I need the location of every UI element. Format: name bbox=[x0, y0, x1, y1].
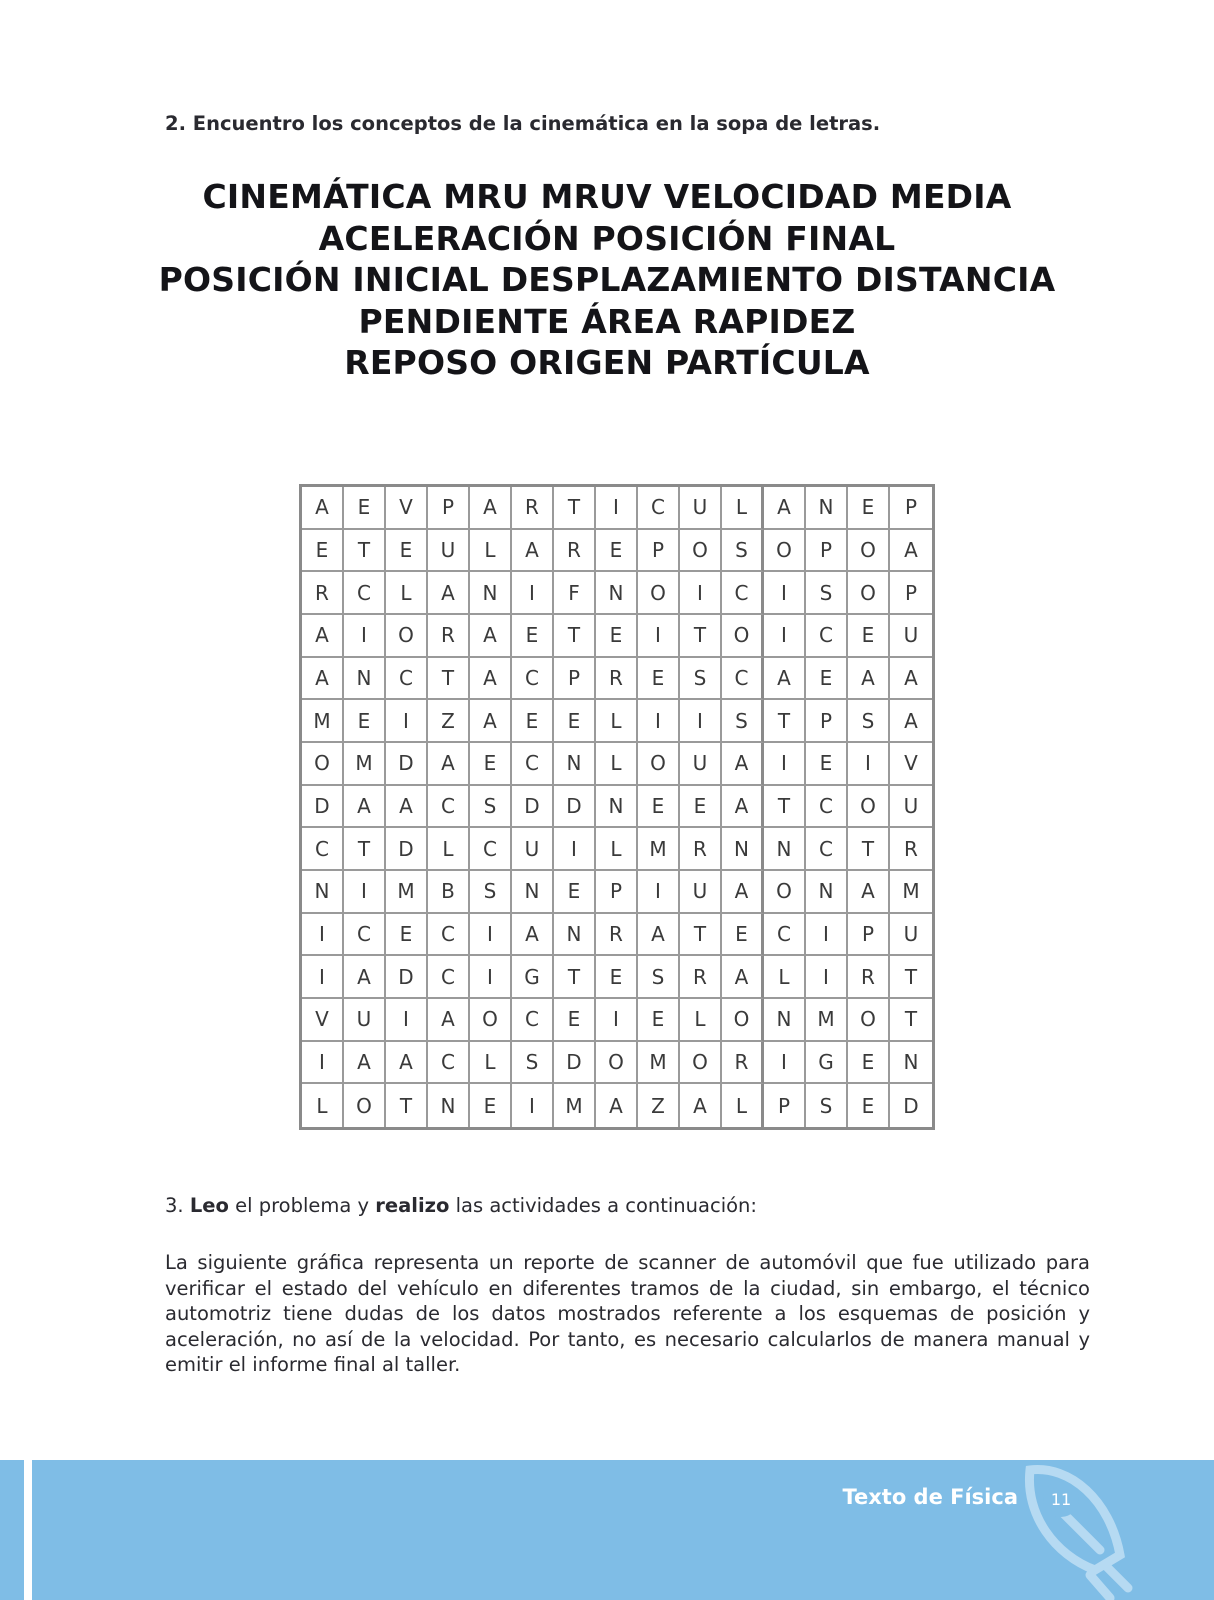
grid-cell: D bbox=[386, 956, 428, 999]
grid-cell: V bbox=[890, 743, 932, 786]
word-line: PENDIENTE ÁREA RAPIDEZ bbox=[358, 301, 856, 341]
grid-cell: A bbox=[344, 956, 386, 999]
grid-cell: Z bbox=[638, 1084, 680, 1127]
grid-cell: E bbox=[596, 615, 638, 658]
grid-cell: M bbox=[890, 871, 932, 914]
grid-cell: A bbox=[428, 572, 470, 615]
grid-cell: P bbox=[764, 1084, 806, 1127]
grid-cell: T bbox=[848, 828, 890, 871]
grid-cell: C bbox=[722, 658, 764, 701]
grid-cell: T bbox=[890, 956, 932, 999]
grid-cell: I bbox=[848, 743, 890, 786]
grid-cell: C bbox=[806, 786, 848, 829]
grid-cell: A bbox=[722, 871, 764, 914]
grid-cell: P bbox=[806, 530, 848, 573]
grid-cell: A bbox=[470, 658, 512, 701]
grid-cell: A bbox=[428, 743, 470, 786]
grid-cell: D bbox=[386, 828, 428, 871]
grid-cell: M bbox=[302, 700, 344, 743]
grid-cell: U bbox=[680, 743, 722, 786]
grid-cell: T bbox=[554, 615, 596, 658]
question-3-mid: el problema y bbox=[235, 1194, 370, 1217]
grid-cell: L bbox=[722, 1084, 764, 1127]
grid-cell: O bbox=[680, 530, 722, 573]
grid-cell: I bbox=[680, 700, 722, 743]
word-list bbox=[150, 176, 1064, 384]
grid-cell: C bbox=[512, 743, 554, 786]
grid-cell: L bbox=[596, 743, 638, 786]
grid-cell: R bbox=[596, 658, 638, 701]
grid-cell: N bbox=[596, 572, 638, 615]
grid-cell: C bbox=[302, 828, 344, 871]
grid-cell: T bbox=[890, 999, 932, 1042]
grid-cell: G bbox=[806, 1042, 848, 1085]
grid-cell: E bbox=[470, 743, 512, 786]
grid-cell: I bbox=[302, 914, 344, 957]
grid-cell: D bbox=[903, 1093, 919, 1118]
grid-cell: R bbox=[848, 956, 890, 999]
grid-cell: D bbox=[554, 786, 596, 829]
grid-cell: O bbox=[848, 786, 890, 829]
grid-cell: O bbox=[596, 1042, 638, 1085]
grid-cell: R bbox=[554, 530, 596, 573]
grid-cell: O bbox=[638, 572, 680, 615]
grid-cell: E bbox=[848, 615, 890, 658]
grid-cell: A bbox=[470, 615, 512, 658]
grid-cell: N bbox=[890, 1042, 932, 1085]
grid-cell: L bbox=[722, 487, 764, 530]
grid-cell: O bbox=[470, 999, 512, 1042]
grid-cell: T bbox=[554, 956, 596, 999]
grid-cell: C bbox=[428, 1042, 470, 1085]
grid-cell: I bbox=[806, 914, 848, 957]
grid-cell: A bbox=[848, 871, 890, 914]
grid-cell: L bbox=[596, 700, 638, 743]
grid-cell: C bbox=[344, 572, 386, 615]
grid-cell: I bbox=[512, 1084, 554, 1127]
grid-cell: A bbox=[386, 786, 428, 829]
grid-cell: R bbox=[428, 615, 470, 658]
grid-cell: S bbox=[722, 700, 764, 743]
grid-cell: I bbox=[596, 487, 638, 530]
word-search-grid bbox=[299, 484, 935, 1130]
grid-cell: P bbox=[638, 530, 680, 573]
grid-cell: E bbox=[680, 786, 722, 829]
grid-cell: O bbox=[848, 572, 890, 615]
grid-cell: T bbox=[386, 1084, 428, 1127]
grid-cell: A bbox=[638, 914, 680, 957]
grid-cell: E bbox=[344, 487, 386, 530]
grid-cell: S bbox=[638, 956, 680, 999]
grid-cell: A bbox=[680, 1084, 722, 1127]
grid-cell: S bbox=[806, 1084, 848, 1127]
grid-cell: E bbox=[554, 871, 596, 914]
grid-cell: S bbox=[806, 572, 848, 615]
grid-cell: P bbox=[890, 572, 932, 615]
grid-cell: L bbox=[680, 999, 722, 1042]
grid-cell: N bbox=[764, 828, 806, 871]
grid-cell: R bbox=[680, 956, 722, 999]
word-line: CINEMÁTICA MRU MRUV VELOCIDAD MEDIA bbox=[202, 177, 1012, 216]
grid-cell: M bbox=[806, 999, 848, 1042]
grid-cell: I bbox=[386, 999, 428, 1042]
grid-cell: I bbox=[470, 956, 512, 999]
grid-cell: O bbox=[722, 999, 764, 1042]
grid-cell: L bbox=[386, 572, 428, 615]
grid-cell: I bbox=[302, 1042, 344, 1085]
grid-cell: C bbox=[428, 956, 470, 999]
grid-cell: A bbox=[722, 743, 764, 786]
grid-cell: S bbox=[470, 871, 512, 914]
grid-cell: P bbox=[428, 487, 470, 530]
question-3-bold-leo: Leo bbox=[189, 1194, 229, 1217]
grid-cell: O bbox=[722, 615, 764, 658]
grid-cell: I bbox=[764, 572, 806, 615]
grid-cell: C bbox=[806, 615, 848, 658]
footer-title: Texto de Física bbox=[842, 1485, 1018, 1509]
page-footer bbox=[0, 1460, 1214, 1600]
grid-cell: U bbox=[890, 786, 932, 829]
grid-cell: A bbox=[764, 487, 806, 530]
word-line: POSICIÓN INICIAL DESPLAZAMIENTO DISTANCIA bbox=[158, 260, 1056, 299]
grid-cell: N bbox=[554, 914, 596, 957]
grid-cell: A bbox=[428, 999, 470, 1042]
grid-cell: A bbox=[512, 530, 554, 573]
grid-cell: A bbox=[302, 658, 344, 701]
grid-cell: I bbox=[512, 572, 554, 615]
grid-cell: U bbox=[428, 530, 470, 573]
grid-cell: E bbox=[638, 658, 680, 701]
grid-cell: A bbox=[890, 700, 932, 743]
grid-cell: T bbox=[764, 700, 806, 743]
grid-cell: N bbox=[512, 871, 554, 914]
grid-cell: D bbox=[302, 786, 344, 829]
grid-cell: R bbox=[596, 914, 638, 957]
grid-cell: A bbox=[386, 1042, 428, 1085]
grid-cell: A bbox=[302, 615, 344, 658]
grid-cell: E bbox=[806, 658, 848, 701]
grid-cell: E bbox=[596, 956, 638, 999]
grid-cell: P bbox=[848, 914, 890, 957]
question-3-number: 3. bbox=[165, 1194, 184, 1217]
grid-cell: R bbox=[680, 828, 722, 871]
grid-cell: L bbox=[596, 828, 638, 871]
grid-cell: C bbox=[386, 658, 428, 701]
grid-cell: L bbox=[470, 530, 512, 573]
footer-stripe bbox=[24, 1460, 32, 1600]
grid-cell: N bbox=[302, 871, 344, 914]
grid-cell: C bbox=[344, 914, 386, 957]
grid-cell: A bbox=[722, 786, 764, 829]
grid-cell: E bbox=[806, 743, 848, 786]
grid-cell: A bbox=[302, 487, 344, 530]
grid-cell: A bbox=[470, 700, 512, 743]
grid-cell: I bbox=[764, 1042, 806, 1085]
grid-cell: L bbox=[302, 1084, 344, 1127]
grid-cell: D bbox=[512, 786, 554, 829]
grid-cell: I bbox=[302, 956, 344, 999]
grid-cell: P bbox=[554, 658, 596, 701]
grid-cell: U bbox=[890, 914, 932, 957]
grid-cell: C bbox=[428, 786, 470, 829]
grid-cell: M bbox=[344, 743, 386, 786]
grid-cell: T bbox=[344, 530, 386, 573]
grid-cell: A bbox=[890, 658, 932, 701]
grid-cell: A bbox=[764, 658, 806, 701]
grid-cell: L bbox=[764, 956, 806, 999]
grid-cell: A bbox=[722, 956, 764, 999]
grid-cell: E bbox=[848, 487, 890, 530]
grid-cell: T bbox=[680, 615, 722, 658]
grid-cell: T bbox=[680, 914, 722, 957]
grid-cell: I bbox=[554, 828, 596, 871]
grid-cell: O bbox=[638, 743, 680, 786]
grid-cell: E bbox=[470, 1084, 512, 1127]
grid-cell: A bbox=[596, 1084, 638, 1127]
grid-cell: R bbox=[512, 487, 554, 530]
grid-cell: U bbox=[512, 828, 554, 871]
grid-cell: U bbox=[344, 999, 386, 1042]
grid-cell: E bbox=[512, 615, 554, 658]
grid-cell: U bbox=[890, 615, 932, 658]
grid-cell: F bbox=[554, 572, 596, 615]
grid-cell: O bbox=[848, 530, 890, 573]
grid-cell: E bbox=[554, 700, 596, 743]
grid-cell: N bbox=[428, 1084, 470, 1127]
grid-cell: N bbox=[806, 487, 848, 530]
grid-cell: V bbox=[386, 487, 428, 530]
grid-cell: O bbox=[680, 1042, 722, 1085]
grid-cell: E bbox=[848, 1042, 890, 1085]
grid-cell: I bbox=[638, 871, 680, 914]
grid-cell: E bbox=[344, 700, 386, 743]
grid-cell: S bbox=[848, 700, 890, 743]
grid-cell: N bbox=[596, 786, 638, 829]
grid-cell: O bbox=[848, 999, 890, 1042]
grid-cell: V bbox=[302, 999, 344, 1042]
grid-cell: I bbox=[764, 615, 806, 658]
problem-paragraph: La siguiente gráfica representa un reporte de scanner de automóvil que fue utilizado para verificar el estado del vehículo en diferentes tramos de la ciudad, sin embargo, el técnico automotriz tiene dudas de los datos mostrados referente a los esquemas de posición y aceleración, no así de la velocidad. Por tanto, es necesario calcularlos de manera manual y emitir el informe final al taller. bbox=[165, 1251, 1090, 1376]
question-3-heading bbox=[165, 1194, 757, 1217]
grid-cell: O bbox=[344, 1084, 386, 1127]
grid-cell: C bbox=[470, 828, 512, 871]
grid-cell: O bbox=[302, 743, 344, 786]
grid-cell: O bbox=[764, 530, 806, 573]
grid-cell: S bbox=[722, 530, 764, 573]
grid-cell: I bbox=[806, 956, 848, 999]
grid-cell: L bbox=[470, 1042, 512, 1085]
grid-cell: A bbox=[344, 786, 386, 829]
grid-cell: E bbox=[302, 530, 344, 573]
grid-cell: M bbox=[638, 828, 680, 871]
grid-cell: R bbox=[302, 572, 344, 615]
grid-cell: D bbox=[386, 743, 428, 786]
grid-cell: E bbox=[638, 786, 680, 829]
grid-cell: P bbox=[890, 487, 932, 530]
grid-cell: M bbox=[554, 1084, 596, 1127]
grid-cell: M bbox=[638, 1042, 680, 1085]
rocket-icon bbox=[1010, 1460, 1150, 1600]
word-search-cells bbox=[302, 487, 932, 1127]
grid-cell: E bbox=[722, 914, 764, 957]
grid-cell: N bbox=[764, 999, 806, 1042]
grid-cell: A bbox=[344, 1042, 386, 1085]
grid-cell: E bbox=[848, 1084, 890, 1127]
grid-cell: Z bbox=[428, 700, 470, 743]
grid-cell: C bbox=[722, 572, 764, 615]
grid-cell: T bbox=[554, 487, 596, 530]
grid-cell: N bbox=[554, 743, 596, 786]
grid-cell: T bbox=[344, 828, 386, 871]
question-2-heading: 2. Encuentro los conceptos de la cinemática en la sopa de letras. bbox=[165, 112, 881, 135]
grid-cell: N bbox=[344, 658, 386, 701]
grid-cell: N bbox=[722, 828, 764, 871]
grid-cell: C bbox=[512, 658, 554, 701]
grid-cell: S bbox=[680, 658, 722, 701]
grid-cell: O bbox=[386, 615, 428, 658]
grid-cell: E bbox=[554, 999, 596, 1042]
grid-cell: E bbox=[386, 914, 428, 957]
grid-cell: N bbox=[806, 871, 848, 914]
grid-cell: T bbox=[764, 786, 806, 829]
grid-cell: R bbox=[722, 1042, 764, 1085]
grid-cell: E bbox=[386, 530, 428, 573]
word-line: REPOSO ORIGEN PARTÍCULA bbox=[344, 343, 870, 382]
grid-cell: A bbox=[890, 530, 932, 573]
grid-cell: I bbox=[470, 914, 512, 957]
word-line: ACELERACIÓN POSICIÓN FINAL bbox=[318, 218, 896, 258]
grid-cell: T bbox=[428, 658, 470, 701]
grid-cell: U bbox=[680, 871, 722, 914]
grid-cell: A bbox=[512, 914, 554, 957]
grid-cell: I bbox=[764, 743, 806, 786]
grid-cell: M bbox=[386, 871, 428, 914]
grid-cell: I bbox=[680, 572, 722, 615]
grid-cell: A bbox=[848, 658, 890, 701]
grid-cell: N bbox=[470, 572, 512, 615]
grid-cell: I bbox=[386, 700, 428, 743]
grid-cell: C bbox=[512, 999, 554, 1042]
grid-cell: G bbox=[512, 956, 554, 999]
grid-cell: P bbox=[596, 871, 638, 914]
grid-cell: U bbox=[680, 487, 722, 530]
grid-cell: C bbox=[638, 487, 680, 530]
grid-cell: A bbox=[470, 487, 512, 530]
question-3-bold-realizo: realizo bbox=[375, 1194, 450, 1217]
grid-cell: L bbox=[428, 828, 470, 871]
grid-cell: O bbox=[764, 871, 806, 914]
grid-cell: P bbox=[806, 700, 848, 743]
page-number: 11 bbox=[1043, 1481, 1079, 1517]
grid-cell: I bbox=[638, 615, 680, 658]
grid-cell: C bbox=[428, 914, 470, 957]
grid-cell: E bbox=[596, 530, 638, 573]
question-3-rest: las actividades a continuación: bbox=[455, 1194, 757, 1217]
grid-cell: S bbox=[470, 786, 512, 829]
grid-cell: S bbox=[512, 1042, 554, 1085]
grid-cell: E bbox=[638, 999, 680, 1042]
grid-cell: I bbox=[638, 700, 680, 743]
grid-cell: I bbox=[344, 615, 386, 658]
grid-cell: R bbox=[890, 828, 932, 871]
grid-cell: I bbox=[344, 871, 386, 914]
grid-cell: C bbox=[764, 914, 806, 957]
grid-cell: D bbox=[554, 1042, 596, 1085]
grid-cell: C bbox=[806, 828, 848, 871]
grid-cell: B bbox=[428, 871, 470, 914]
grid-cell: E bbox=[512, 700, 554, 743]
grid-cell: I bbox=[596, 999, 638, 1042]
